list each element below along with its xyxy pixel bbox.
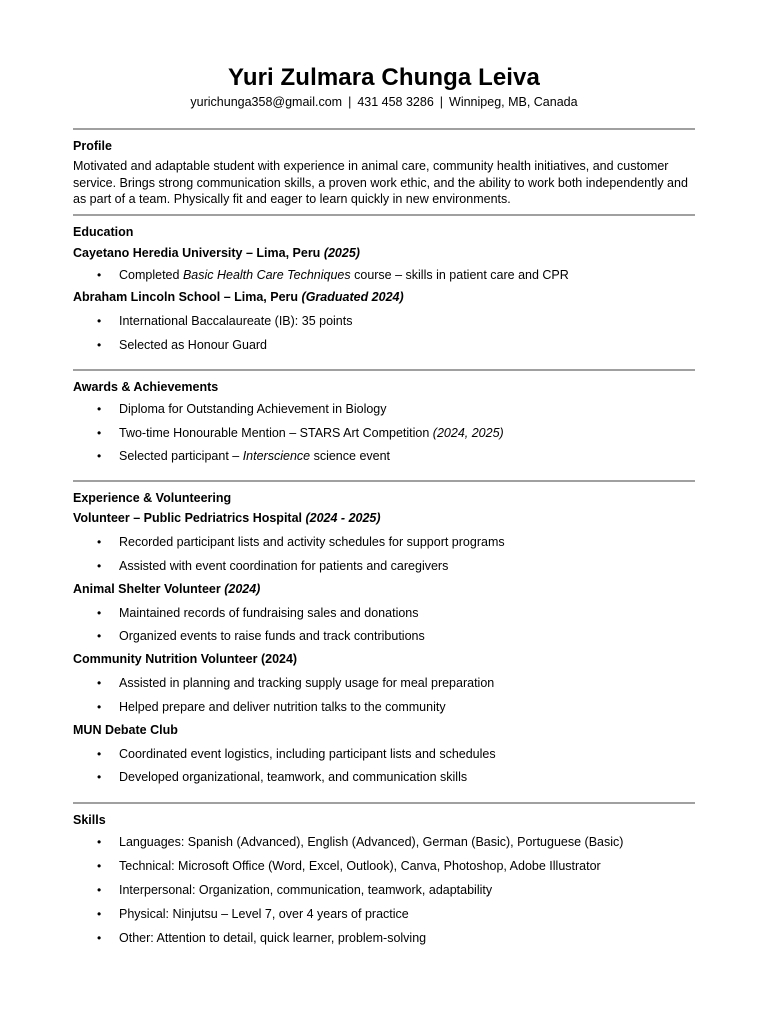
- candidate-name: Yuri Zulmara Chunga Leiva: [228, 64, 540, 91]
- school-name: Abraham Lincoln School – Lima, Peru: [73, 289, 299, 304]
- contact-separator: |: [439, 95, 444, 109]
- item-text: International Baccalaureate (IB): 35 points: [119, 313, 353, 328]
- role-heading: [73, 581, 695, 597]
- resume-page: [73, 62, 695, 946]
- role-heading: [73, 510, 695, 526]
- role-name: Animal Shelter Volunteer: [73, 581, 221, 596]
- contact-line: [73, 94, 695, 110]
- item-text: Completed: [119, 267, 183, 282]
- list-item: • Interpersonal: Organization, communication, teamwork, adaptability: [73, 882, 695, 898]
- list-item: • Developed organizational, teamwork, and communication skills: [73, 769, 695, 785]
- role-items: [73, 605, 695, 644]
- role-name: Community Nutrition Volunteer (2024): [73, 651, 298, 666]
- location: Winnipeg, MB, Canada: [449, 95, 578, 109]
- education-section: [73, 224, 695, 353]
- role-name: MUN Debate Club: [73, 722, 178, 737]
- role-name: Volunteer – Public Pedriatrics Hospital: [73, 510, 302, 525]
- section-divider: [73, 214, 695, 216]
- item-text: course – skills in patient care and CPR: [350, 267, 569, 282]
- list-item: • Recorded participant lists and activity schedules for support programs: [73, 534, 695, 550]
- role-items: [73, 746, 695, 785]
- school-heading: [73, 245, 695, 261]
- list-item: [73, 337, 695, 353]
- role-items: [73, 534, 695, 574]
- list-item: • Helped prepare and deliver nutrition talks to the community: [73, 699, 695, 715]
- section-title-skills: Skills: [73, 812, 106, 827]
- section-title-awards: Awards & Achievements: [73, 379, 219, 394]
- list-item: [73, 425, 695, 441]
- skills-section: [73, 812, 695, 946]
- skills-list: [73, 834, 695, 946]
- school-heading: [73, 289, 695, 305]
- role-date: (2024): [224, 581, 261, 596]
- section-divider: [73, 369, 695, 371]
- role-heading: [73, 722, 695, 738]
- list-item: [73, 401, 695, 417]
- experience-section: [73, 490, 695, 785]
- awards-list: [73, 401, 695, 464]
- item-text: Diploma for Outstanding Achievement in Biology: [119, 401, 387, 416]
- list-item: • Coordinated event logistics, including participant lists and schedules: [73, 746, 695, 762]
- item-text: Two-time Honourable Mention – STARS Art Competition: [119, 425, 433, 440]
- section-divider: [73, 480, 695, 482]
- profile-text: Motivated and adaptable student with experience in animal care, community health initiatives, and customer service. Brings strong communication skills, a proven work ethic, and the ability to work both independently and as part of a team. Physically fit and eager to learn quickly in new environments.: [73, 159, 688, 206]
- role-heading: [73, 651, 695, 667]
- list-item: • Maintained records of fundraising sales and donations: [73, 605, 695, 621]
- section-title-experience: Experience & Volunteering: [73, 490, 232, 505]
- contact-separator: |: [348, 95, 352, 109]
- awards-section: [73, 379, 695, 464]
- item-emphasis: Basic Health Care Techniques: [182, 267, 351, 282]
- list-item: • Physical: Ninjutsu – Level 7, over 4 years of practice: [73, 906, 695, 922]
- school-date: (2025): [323, 245, 360, 260]
- list-item: • Languages: Spanish (Advanced), English (Advanced), German (Basic), Portuguese (Basic): [73, 834, 695, 850]
- role-items: [73, 675, 695, 715]
- list-item: [73, 267, 695, 283]
- item-emphasis: (2024, 2025): [432, 425, 504, 440]
- email-link[interactable]: yurichunga358@gmail.com: [190, 95, 343, 109]
- school-items: [73, 267, 695, 283]
- section-divider: [73, 128, 695, 130]
- school-date: (Graduated 2024): [301, 289, 404, 304]
- item-emphasis: Interscience: [242, 448, 311, 463]
- list-item: • Technical: Microsoft Office (Word, Excel, Outlook), Canva, Photoshop, Adobe Illustrator: [73, 858, 695, 874]
- list-item: • Organized events to raise funds and track contributions: [73, 628, 695, 644]
- item-text: Selected as Honour Guard: [119, 337, 268, 352]
- section-title-education: Education: [73, 224, 134, 239]
- section-title-profile: Profile: [73, 139, 112, 153]
- list-item: [73, 448, 695, 464]
- role-date: (2024 - 2025): [305, 510, 381, 525]
- profile-section: [73, 138, 695, 208]
- list-item: • Assisted with event coordination for patients and caregivers: [73, 558, 695, 574]
- list-item: • Other: Attention to detail, quick learner, problem-solving: [73, 930, 695, 946]
- list-item: [73, 313, 695, 329]
- phone-number: 431 458 3286: [357, 95, 434, 109]
- school-name: Cayetano Heredia University – Lima, Peru: [73, 245, 321, 260]
- list-item: • Assisted in planning and tracking supply usage for meal preparation: [73, 675, 695, 691]
- section-divider: [73, 802, 695, 804]
- item-text: science event: [310, 448, 391, 463]
- item-text: Selected participant –: [119, 448, 243, 463]
- school-items: [73, 313, 695, 353]
